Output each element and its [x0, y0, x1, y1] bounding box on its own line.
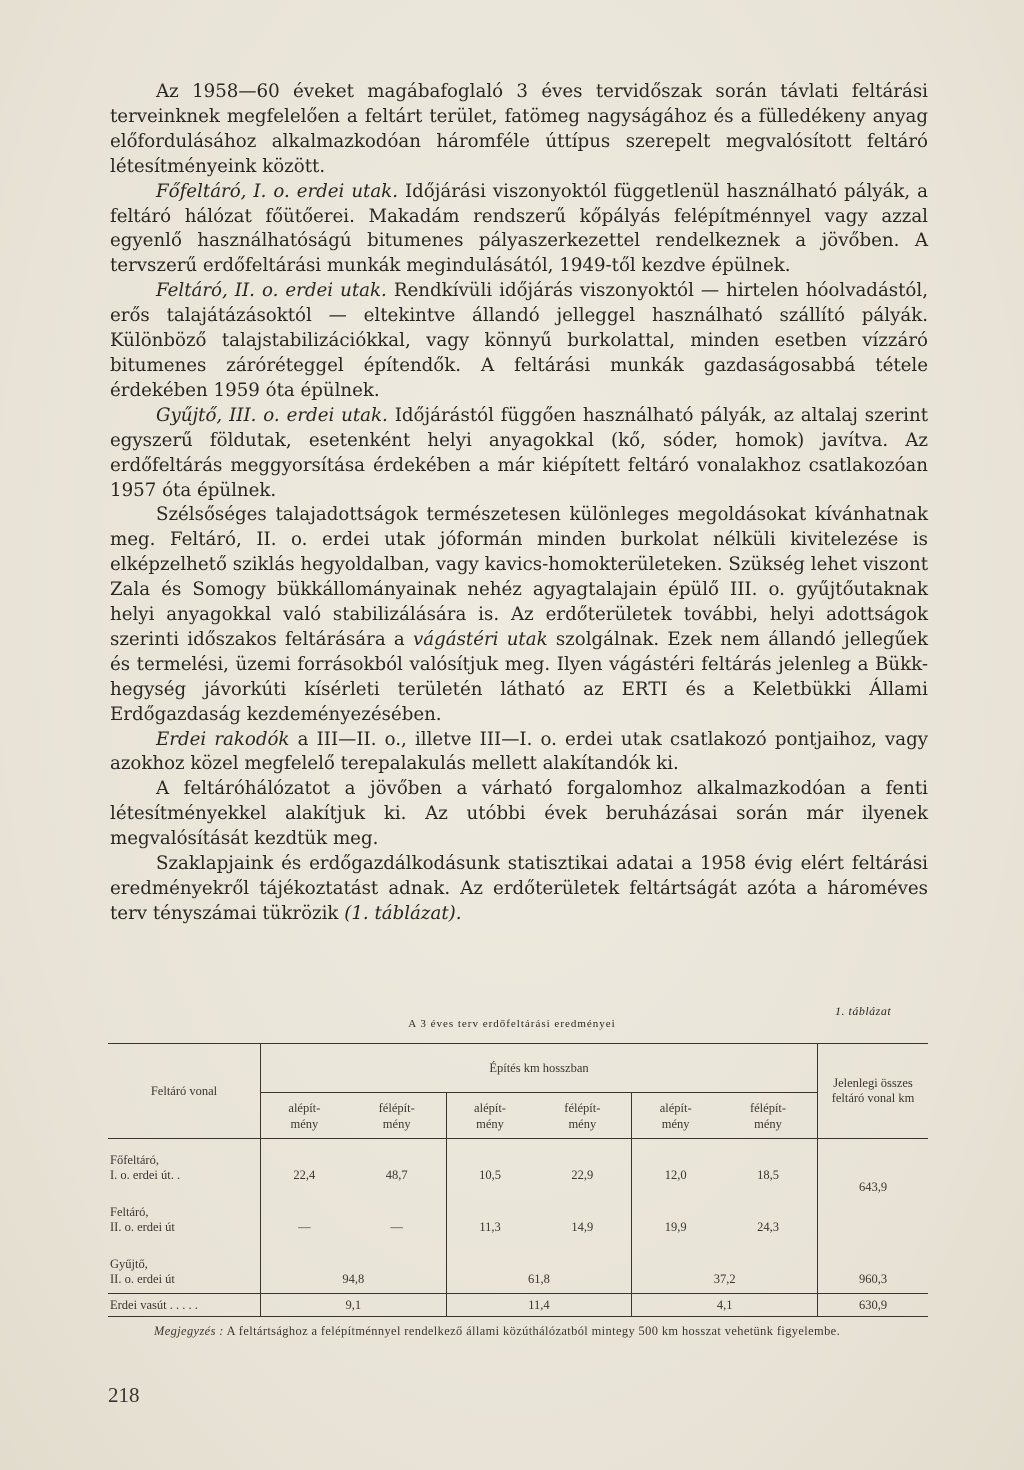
row-label: Erdei vasút . . . . .: [108, 1294, 261, 1317]
note-label: Megjegyzés :: [154, 1324, 224, 1338]
subheader-felepitmeny: félépít- mény: [348, 1093, 446, 1139]
cell: 48,7: [385, 1168, 408, 1182]
subheader-felepitmeny: félépít- mény: [719, 1093, 817, 1139]
page-number: 218: [108, 1383, 140, 1407]
paragraph-text: Időjárástól függően használható pályák, az altalaj szerint egyszerű földutak, esetenként helyi anyagokkal (kő, sóder, homok) javítva. Az erdőfeltárás meggyorsítása érdekében a már kiépített feltáró vonalakhoz csatlakozóan 1957 óta épülnek.: [110, 404, 928, 501]
row-label: [108, 1189, 261, 1241]
cell: 10,5: [446, 1139, 533, 1190]
header-jelenlegi: Jelenlegi összes feltáró vonal km: [818, 1044, 929, 1139]
table-note: [108, 1324, 938, 1339]
cell: —: [298, 1220, 311, 1234]
table-row: [108, 1241, 928, 1294]
paragraph-emphasis: (1. táblázat).: [344, 902, 462, 924]
table-row: [108, 1189, 928, 1241]
paragraph-lead: Főfeltáró, I. o. erdei utak.: [156, 180, 398, 202]
paragraph: [110, 279, 928, 404]
total-cell: 643,9: [818, 1139, 929, 1242]
cell: 11,3: [446, 1189, 533, 1241]
row-label: [108, 1139, 261, 1190]
paragraph: [110, 728, 928, 778]
results-table: [108, 1043, 928, 1317]
paragraph: [110, 503, 928, 727]
row-label-line: Főfeltáró,: [110, 1153, 159, 1167]
row-label-line: I. o. erdei út. .: [110, 1168, 181, 1182]
total-cell: 960,3: [818, 1241, 929, 1294]
table-title: A 3 éves terv erdőfeltárási eredményei: [408, 1018, 616, 1030]
cell: 22,9: [571, 1168, 594, 1182]
cell: 22,4: [293, 1168, 316, 1182]
subheader-alepitmeny: alépít- mény: [632, 1093, 719, 1139]
row-label-line: II. o. erdei út: [110, 1272, 175, 1286]
subheader-alepitmeny: alépít- mény: [446, 1093, 533, 1139]
paragraph-text: a III—II. o., illetve III—I. o. erdei utak csatlakozó pontjaihoz, vagy azokhoz közel megfelelő terepalakulás mellett alakítandók ki.: [110, 728, 928, 775]
paragraph-lead: Feltáró, II. o. erdei utak.: [156, 280, 387, 302]
cell: 24,3: [757, 1220, 779, 1234]
cell: 4,1: [632, 1294, 818, 1317]
paragraph: A feltáróhálózatot a jövőben a várható forgalomhoz alkalmazkodóan a fenti létesítményekkel alakítjuk ki. Az utóbbi évek beruházásai során már ilyenek megvalósítását kezdtük meg.: [110, 778, 928, 850]
paragraph: [110, 852, 928, 927]
cell: 61,8: [446, 1241, 632, 1294]
table-reference: 1. táblázat: [835, 1004, 892, 1018]
table-header-row: [108, 1044, 928, 1093]
row-label-line: II. o. erdei út: [110, 1220, 175, 1234]
paragraph: Az 1958—60 éveket magábafoglaló 3 éves tervidőszak során távlati feltárási terveinknek megfelelően a feltárt terület, fatömeg nagyságához és a fülledékeny anyag előfordulásához alkalmazkodóan háromféle úttípus szerepelt megvalósított feltáró létesítményeink között.: [110, 81, 928, 177]
total-cell: 630,9: [818, 1294, 929, 1317]
results-table-wrapper: [108, 1043, 928, 1317]
cell: 14,9: [571, 1220, 594, 1234]
paragraph-text: szolgálnak. Ezek nem állandó jellegűek és termelési, üzemi forrásokból valósítjuk meg. Ilyen vágástéri feltárás jelenleg a Bükk-hegység jávorkúti kísérleti területén látható az ERTI és a Keletbükki Állami Erdőgazdaság kezdeményezésében.: [110, 628, 929, 725]
paragraph: [110, 180, 928, 280]
paragraph-emphasis: vágástéri utak: [412, 628, 548, 650]
row-label-line: Feltáró,: [110, 1205, 149, 1219]
paragraph-text: Szaklapjaink és erdőgazdálkodásunk statisztikai adatai a 1958 évig elért feltárási eredményekről tájékoztatást adnak. Az erdőterületek feltártságát azóta a hároméves terv tényszámai tükrözik: [110, 853, 928, 924]
header-epites: Építés km hosszban: [261, 1044, 818, 1093]
body-text: [110, 80, 928, 927]
row-label-line: Gyűjtő,: [110, 1257, 148, 1271]
cell: —: [390, 1220, 403, 1234]
cell: 94,8: [342, 1272, 365, 1286]
paragraph-text: Szélsőséges talajadottságok természetesen különleges megoldásokat kívánhatnak meg. Feltáró, II. o. erdei utak jóformán minden burkolat nélküli kivitelezése is elképzelhető sziklás hegyoldalban, vagy kavics-homokterületeken. Szükség lehet viszont Zala és Somogy bükkállományainak nehéz agyagtalajain épülő III. o. gyűjtőutaknak helyi anyagokkal való stabilizálására is. Az erdőterületek további, helyi adottságok szerinti időszakos feltárására a: [110, 504, 928, 650]
cell: 9,1: [261, 1294, 447, 1317]
paragraph-lead: Erdei rakodók: [156, 728, 290, 750]
subheader-alepitmeny: alépít- mény: [261, 1093, 348, 1139]
paragraph-text: Időjárási viszonyoktól függetlenül használható pályák, a feltáró hálózat főütőerei. Makadám rendszerű kőpályás felépítménnyel vagy azzal egyenlő használhatóságú bitumenes pályaszerkezettel rendelkeznek a jövőben. A tervszerű erdőfeltárási munkák megindulásától, 1949-től kezdve épülnek.: [110, 180, 929, 277]
header-feltaro-vonal: Feltáró vonal: [108, 1044, 261, 1139]
note-text: A feltártsághoz a felépítménnyel rendelkező állami közúthálózatból mintegy 500 km hosszat vehetünk figyelembe.: [223, 1324, 841, 1338]
cell: 11,4: [446, 1294, 632, 1317]
paragraph-lead: Gyűjtő, III. o. erdei utak.: [156, 404, 388, 426]
cell: 18,5: [757, 1168, 779, 1182]
table-row: [108, 1139, 928, 1190]
paragraph-text: Rendkívüli időjárás viszonyoktól — hirtelen hóolvadástól, erős talajátázásoktól — eltekintve állandó jelleggel használható szállító pályák. Különböző talajstabilizációkkal, vagy könnyű burkolattal, minden esetben vízzáró bitumenes záróréteggel építendők. A feltárási munkák gazdaságosabbá tétele érdekében 1959 óta épülnek.: [110, 280, 928, 401]
cell: 19,9: [632, 1189, 719, 1241]
subheader-felepitmeny: félépít- mény: [533, 1093, 631, 1139]
cell: 37,2: [632, 1241, 818, 1294]
paragraph: [110, 404, 928, 504]
cell: 12,0: [632, 1139, 719, 1190]
row-label: [108, 1241, 261, 1294]
table-row: [108, 1294, 928, 1317]
